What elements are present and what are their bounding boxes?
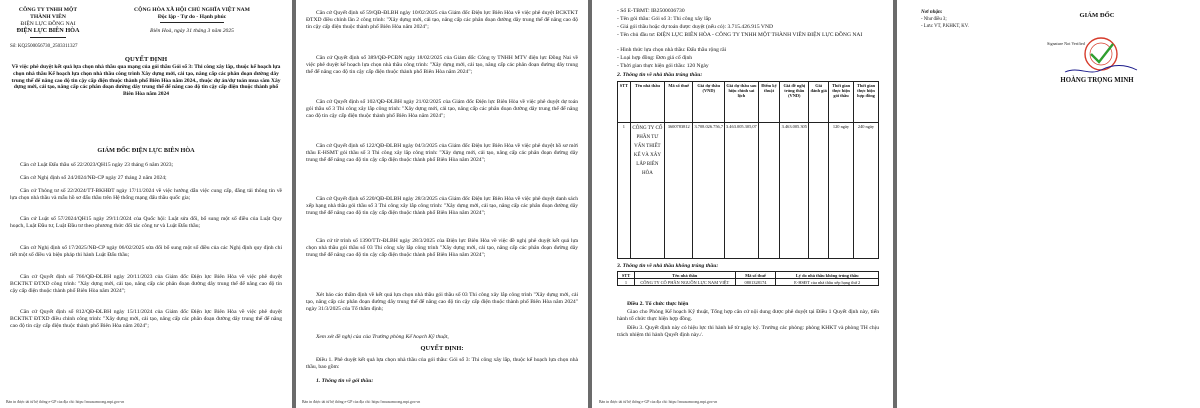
- basis-1: Căn cứ Luật Đấu thầu số 22/2023/QH15 ngày 23 tháng 6 năm 2023;: [20, 162, 174, 168]
- recipient-item: - Lưu: VT, P.KHKT, KV.: [921, 24, 969, 29]
- date-line: Biên Hoà, ngày 31 tháng 3 năm 2025: [150, 28, 234, 34]
- basis-14: Xét báo cáo thẩm định về kết quả lựa chọn nhà thầu gói thầu số 03 Thi công xây lắp công trình "Xây dựng mới, cải tạo, nâng cấp các phân đoạn đường dây trung thế để nâng cao độ tin cậy cấp điện thuộc thành phố Biên Hòa năm 2024" ngày 31/3/2025 của Tổ thẩm định;: [306, 292, 578, 312]
- cell: 3.463.005.305,07: [725, 123, 759, 259]
- basis-4: Căn cứ Luật số 57/2024/QH15 ngày 29/11/2024 của Quốc hội: Luật sửa đổi, bổ sung một số điều của Luật Quy hoạch, Luật Đầu tư, Luật Đầu tư theo phương thức đối tác công tư và Luật Đấu thầu;: [10, 216, 282, 229]
- basis-7: Căn cứ Quyết định số 812/QĐ-ĐLBH ngày 15/11/2024 của Giám đốc Điện lực Biên Hòa về việc phê duyệt BCKTKT ĐTXD điều chỉnh công trình: "Xây dựng mới, cải tạo, nâng cấp các phân đoạn đường dây trung thế để nâng cao độ tin cậy cấp điện thuộc thành phố Biên Hòa năm 2024";: [10, 309, 282, 329]
- decide-heading: QUYẾT ĐỊNH:: [420, 345, 464, 352]
- table-row: [618, 123, 879, 259]
- doc-number: Số: KQ2500056730_2503311327: [10, 44, 78, 49]
- cell: 120 ngày: [829, 123, 854, 259]
- seal-inner-circle: [1090, 43, 1112, 65]
- org-line-1: CÔNG TY TNHH MỘT: [18, 7, 78, 13]
- basis-6: Căn cứ Quyết định số 766/QĐ-ĐLBH ngày 20/11/2023 của Giám đốc Điện lực Biên Hòa về việc phê duyệt BCKTKT ĐTXD công trình: "Xây dựng mới, cải tạo, nâng cấp các phân đoạn đường dây trung thế để nâng cao độ tin cậy cấp điện thuộc thành phố Biên Hòa năm 2024";: [10, 274, 282, 294]
- document-page-2: [296, 0, 588, 408]
- page-footer: Bản in được tải từ hệ thống e-GP của địa chỉ: https://muasamcong.mpi.gov.vn: [302, 400, 421, 404]
- basis-3: Căn cứ Thông tư số 22/2024/TT-BKHĐT ngày 17/11/2024 về việc hướng dẫn việc cung cấp, đăng tải thông tin về lựa chọn nhà thầu và mẫu hồ sơ đấu thầu trên Hệ thống mạng đấu thầu quốc gia;: [10, 188, 282, 201]
- execution-time: - Thời gian thực hiện gói thầu: 120 Ngày: [617, 63, 709, 69]
- nation-title: CỘNG HÒA XÃ HỘI CHỦ NGHĨA VIỆT NAM: [134, 7, 250, 13]
- basis-5: Căn cứ Nghị định số 17/2025/NĐ-CP ngày 06/02/2025 sửa đổi bổ sung một số điều của các Nghị định quy định chi tiết một số điều và biện pháp thi hành Luật Đấu thầu;: [10, 245, 282, 258]
- signer-title: GIÁM ĐỐC: [1079, 12, 1115, 19]
- nation-motto: Độc lập - Tự do - Hạnh phúc: [157, 14, 227, 20]
- cell: 1: [618, 279, 635, 286]
- recipients-title: Nơi nhận:: [921, 10, 943, 15]
- col-header: Giá dự thầu (VND): [693, 82, 725, 123]
- loser-table: [617, 271, 879, 286]
- loser-table-header: [618, 272, 879, 279]
- col-header: Giá đánh giá: [809, 82, 829, 123]
- basis-11: Căn cứ Quyết định số 122/QĐ-ĐLBH ngày 04/3/2025 của Giám đốc Điện lực Biên Hòa về việc phê duyệt hồ sơ mời thầu E-HSMT gói thầu số 3 Thi công xây lắp công trình: "Xây dựng mới, cải tạo, nâng cấp các phân đoạn đường dây trung thế để nâng cao độ tin cậy cấp điện thuộc thành phố Biên Hòa năm 2024";: [306, 143, 578, 163]
- col-header: STT: [618, 272, 635, 279]
- col-header: STT: [618, 82, 631, 123]
- basis-13: Căn cứ tờ trình số 1390/TTr-ĐLBH ngày 28/3/2025 của Điện lực Biên Hòa về việc đề nghị phê duyệt kết quả lựa chọn nhà thầu gói thầu số 03 Thi công xây lắp công trình "Xây dựng mới, cải tạo, nâng cấp các phân đoạn đường dây trung thế để nâng cao độ tin cậy cấp điện thuộc thành phố Biên Hòa năm 2024";: [306, 238, 578, 258]
- recipient-item: - Như điều 3;: [921, 17, 947, 22]
- section-3-heading: 3. Thông tin về nhà thầu không trúng thầu:: [617, 263, 719, 269]
- document-page-1: [0, 0, 292, 408]
- signature-scribble: [1065, 66, 1137, 73]
- basis-2: Căn cứ Nghị định số 24/2024/NĐ-CP ngày 27 tháng 2 năm 2024;: [20, 175, 167, 181]
- org-line-4: ĐIỆN LỰC BIÊN HÒA: [16, 27, 80, 34]
- article-2-heading: Điều 2. Tổ chức thực hiện: [627, 301, 689, 307]
- col-header: Thời gian thực hiện gói thầu: [829, 82, 854, 123]
- basis-10: Căn cứ Quyết định số 102/QĐ-ĐLBH ngày 21/02/2025 của Giám đốc Điện lực Biên Hòa về việc phê duyệt dự toán gói thầu số 3 Thi công xây lắp công trình: "Xây dựng mới, cải tạo, nâng cấp các phân đoạn đường dây trung thế để nâng cao độ tin cậy cấp điện thuộc thành phố Biên Hòa năm 2024";: [306, 99, 578, 119]
- signature-note: Signature Not Verified: [1047, 41, 1085, 46]
- basis-15: Xem xét đề nghị của của Trưởng phòng Kế hoạch Kỹ thuật,: [316, 334, 449, 340]
- document-page-3: [593, 0, 893, 408]
- decision-subject: Về việc phê duyệt kết quả lựa chọn nhà thầu qua mạng của gói thầu Gói số 3: Thi công xây lắp, thuộc kế hoạch lựa chọn nhà thầu Kế hoạch lựa chọn nhà thầu công trình Xây dựng mới, cải tạo, nâng cấp các phân đoạn đường dây trung thế để nâng cao độ tin cậy cấp điện thuộc thành phố Biên Hòa năm 2024., thuộc dự án/dự toán mua sắm Xây dựng mới, cải tạo, nâng cấp các phân đoạn đường dây trung thế để nâng cao độ tin cậy cấp điện thuộc thành phố Biên Hòa năm 2024: [11, 64, 281, 98]
- cell: CÔNG TY CỔ PHẦN NGUỒN LỰC NAM VIỆT: [634, 279, 735, 286]
- decision-title: QUYẾT ĐỊNH: [124, 56, 168, 63]
- col-header: Mã số thuế: [735, 272, 776, 279]
- motto-underline: [160, 22, 224, 23]
- contract-type: - Loại hợp đồng: Đơn giá cố định: [617, 55, 693, 61]
- section-2-heading: 2. Thông tin về nhà thầu trúng thầu:: [617, 72, 703, 78]
- selection-method: - Hình thức lựa chọn nhà thầu: Đấu thầu rộng rãi: [617, 47, 727, 53]
- org-underline: [30, 37, 66, 38]
- col-header: Mã số thuế: [665, 82, 693, 123]
- col-header: Tên nhà thầu: [634, 272, 735, 279]
- section-1-heading: 1. Thông tin về gói thầu:: [316, 378, 374, 384]
- cell: 3.463.005.305: [780, 123, 809, 259]
- article-1: Điều 1. Phê duyệt kết quả lựa chọn nhà thầu của gói thầu: Gói số 3: Thi công xây lắp, thuộc kế hoạch lựa chọn nhà thầu, bao gồm:: [306, 357, 578, 370]
- winner-table-header: [618, 82, 879, 123]
- basis-9: Căn cứ Quyết định số 389/QĐ-PCĐN ngày 18/02/2025 của Giám đốc Công ty TNHH MTV điện lực Đồng Nai về việc phê duyệt kế hoạch lựa chọn nhà thầu công trình: "Xây dựng mới, cải tạo, nâng cấp các phân đoạn đường dây trung thế để nâng cao độ tin cậy cấp điện thuộc thành phố Biên Hòa năm 2024";: [306, 55, 578, 75]
- table-row: [618, 279, 879, 286]
- page-footer: Bản in được tải từ hệ thống e-GP của địa chỉ: https://muasamcong.mpi.gov.vn: [6, 400, 125, 404]
- basis-12: Căn cứ Quyết định số 220/QĐ-ĐLBH ngày 28/3/2025 của Giám đốc Điện lực Biên Hòa về việc phê duyệt danh sách xếp hạng nhà thầu gói thầu số 3 Thi công xây lắp công trình: "Xây dựng mới, cải tạo, nâng cấp các phân đoạn đường dây trung thế để nâng cao độ tin cậy cấp điện thuộc thành phố Biên Hòa năm 2024";: [306, 196, 578, 216]
- col-header: Thời gian thực hiện hợp đồng: [853, 82, 878, 123]
- col-header: Giá dự thầu sau hiệu chỉnh sai lệch: [725, 82, 759, 123]
- page-footer: Bản in được tải từ hệ thống e-GP của địa chỉ: https://muasamcong.mpi.gov.vn: [599, 400, 718, 404]
- article-2-text: Giao cho Phòng Kế hoạch Kỹ thuật, Tổng hợp căn cứ nội dung được phê duyệt tại Điều 1 Quyết định này, tiến hành tổ chức thực hiện hợp đồng.: [617, 309, 879, 322]
- cell: [758, 123, 780, 259]
- org-line-3: ĐIỆN LỰC ĐỒNG NAI: [20, 21, 76, 27]
- cell: 3.708.026.756,7: [693, 123, 725, 259]
- authority-title: GIÁM ĐỐC ĐIỆN LỰC BIÊN HÒA: [97, 147, 195, 154]
- investor-name: - Tên chủ đầu tư: ĐIỆN LỰC BIÊN HÒA - CÔNG TY TNHH MỘT THÀNH VIÊN ĐIỆN LỰC ĐỒNG NAI: [617, 32, 863, 38]
- org-line-2: THÀNH VIÊN: [30, 14, 66, 20]
- document-page-4: [897, 0, 1200, 408]
- col-header: Điểm kỹ thuật: [758, 82, 780, 123]
- cell: CÔNG TY CỔ PHẦN TƯ VẤN THIẾT KẾ VÀ XÂY LẮP BIÊN HÒA: [630, 123, 664, 259]
- winner-table: [617, 81, 879, 259]
- cell: E-HSĐT của nhà thầu xếp hạng thứ 2: [776, 279, 879, 286]
- cell: 3600783812: [665, 123, 693, 259]
- col-header: Tên nhà thầu: [630, 82, 664, 123]
- col-header: Lý do nhà thầu không trúng thầu: [776, 272, 879, 279]
- cell: 0801328174: [735, 279, 776, 286]
- tender-number: - Số E-TBMT: IB2500036730: [617, 8, 685, 14]
- package-price: - Giá gói thầu hoặc dự toán được duyệt (nếu có): 3.715.426.915 VND: [617, 24, 774, 30]
- cell: [809, 123, 829, 259]
- package-name: - Tên gói thầu: Gói số 3: Thi công xây lắp: [617, 16, 711, 22]
- cell: 1: [618, 123, 631, 259]
- check-mark-icon: [1091, 44, 1113, 62]
- page-separator: [588, 0, 592, 408]
- signer-name: HOÀNG TRỌNG MINH: [1060, 77, 1134, 84]
- cell: 240 ngày: [853, 123, 878, 259]
- basis-8: Căn cứ Quyết định số 59/QĐ-ĐLBH ngày 10/02/2025 của Giám đốc Điện lực Biên Hòa về việc phê duyệt BCKTKT ĐTXD điều chỉnh lần 2 công trình: "Xây dựng mới, cải tạo, nâng cấp các phân đoạn đường dây trung thế để nâng cao độ tin cậy cấp điện thuộc thành phố Biên Hòa năm 2024";: [306, 10, 578, 30]
- col-header: Giá đề nghị trúng thầu (VND): [780, 82, 809, 123]
- article-3-text: Điều 3. Quyết định này có hiệu lực thi hành kể từ ngày ký. Trưởng các phòng: phòng KHKT và phòng TH chịu trách nhiệm thi hành Quyết định này./.: [617, 325, 879, 338]
